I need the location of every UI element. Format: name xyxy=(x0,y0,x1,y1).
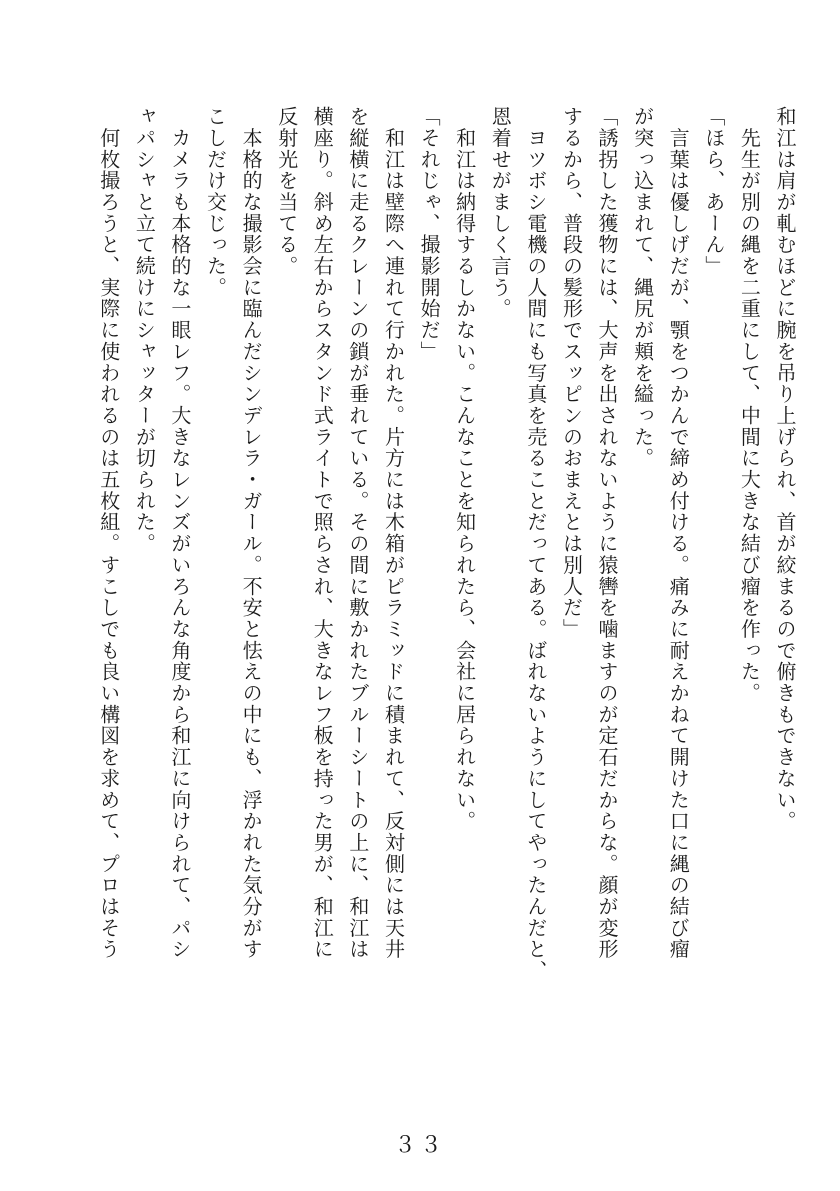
text-line: 恩着せがましく言う。 xyxy=(488,106,513,320)
text-line: が突っ込まれて、縄尻が頬を縊った。 xyxy=(630,106,655,469)
text-line: を縦横に走るクレーンの鎖が垂れている。その間に敷かれたブルーシートの上に、和江は xyxy=(345,106,370,960)
text-line: 反射光を当てる。 xyxy=(274,106,299,277)
text-line: 横座り。斜め左右からスタンド式ライトで照らされ、大きなレフ板を持った男が、和江に xyxy=(310,106,335,960)
body-text xyxy=(12,106,802,1006)
page-number: ３３ xyxy=(393,1133,446,1158)
text-line: 何枚撮ろうと、実際に使われるのは五枚組。すこしでも良い構図を求めて、プロはそう xyxy=(96,106,121,960)
text-line: 和江は壁際へ連れて行かれた。片方には木箱がピラミッドに積まれて、反対側には天井 xyxy=(381,106,406,960)
text-line: 「誘拐した獲物には、大声を出されないように猿轡を噛ますのが定石だからな。顔が変形 xyxy=(595,106,620,960)
text-line: こしだけ交じった。 xyxy=(203,106,228,299)
text-line: 先生が別の縄を二重にして、中間に大きな結び瘤を作った。 xyxy=(737,106,762,704)
text-line: 和江は肩が軋むほどに腕を吊り上げられ、首が絞まるので俯きもできない。 xyxy=(773,106,797,832)
text-line: 「それじゃ、撮影開始だ」 xyxy=(417,106,442,363)
text-line: 本格的な撮影会に臨んだシンデレラ・ガール。不安と怯えの中にも、浮かれた気分がす xyxy=(239,106,264,960)
text-line: カメラも本格的な一眼レフ。大きなレンズがいろんな角度から和江に向けられて、パシ xyxy=(167,106,192,960)
text-line: 言葉は優しげだが、顎をつかんで締め付ける。痛みに耐えかねて開けた口に縄の結び瘤 xyxy=(666,106,691,960)
text-line: 「ほら、あーん」 xyxy=(701,106,726,277)
text-line: ャパシャと立て続けにシャッターが切られた。 xyxy=(132,106,157,555)
text-line: 和江は納得するしかない。こんなことを知られたら、会社に居られない。 xyxy=(452,106,477,832)
text-line: するから、普段の髪形でスッピンのおまえとは別人だ」 xyxy=(559,106,584,640)
text-line: ヨツボシ電機の人間にも写真を売ることだってある。ばれないようにしてやったんだと、 xyxy=(523,106,548,982)
